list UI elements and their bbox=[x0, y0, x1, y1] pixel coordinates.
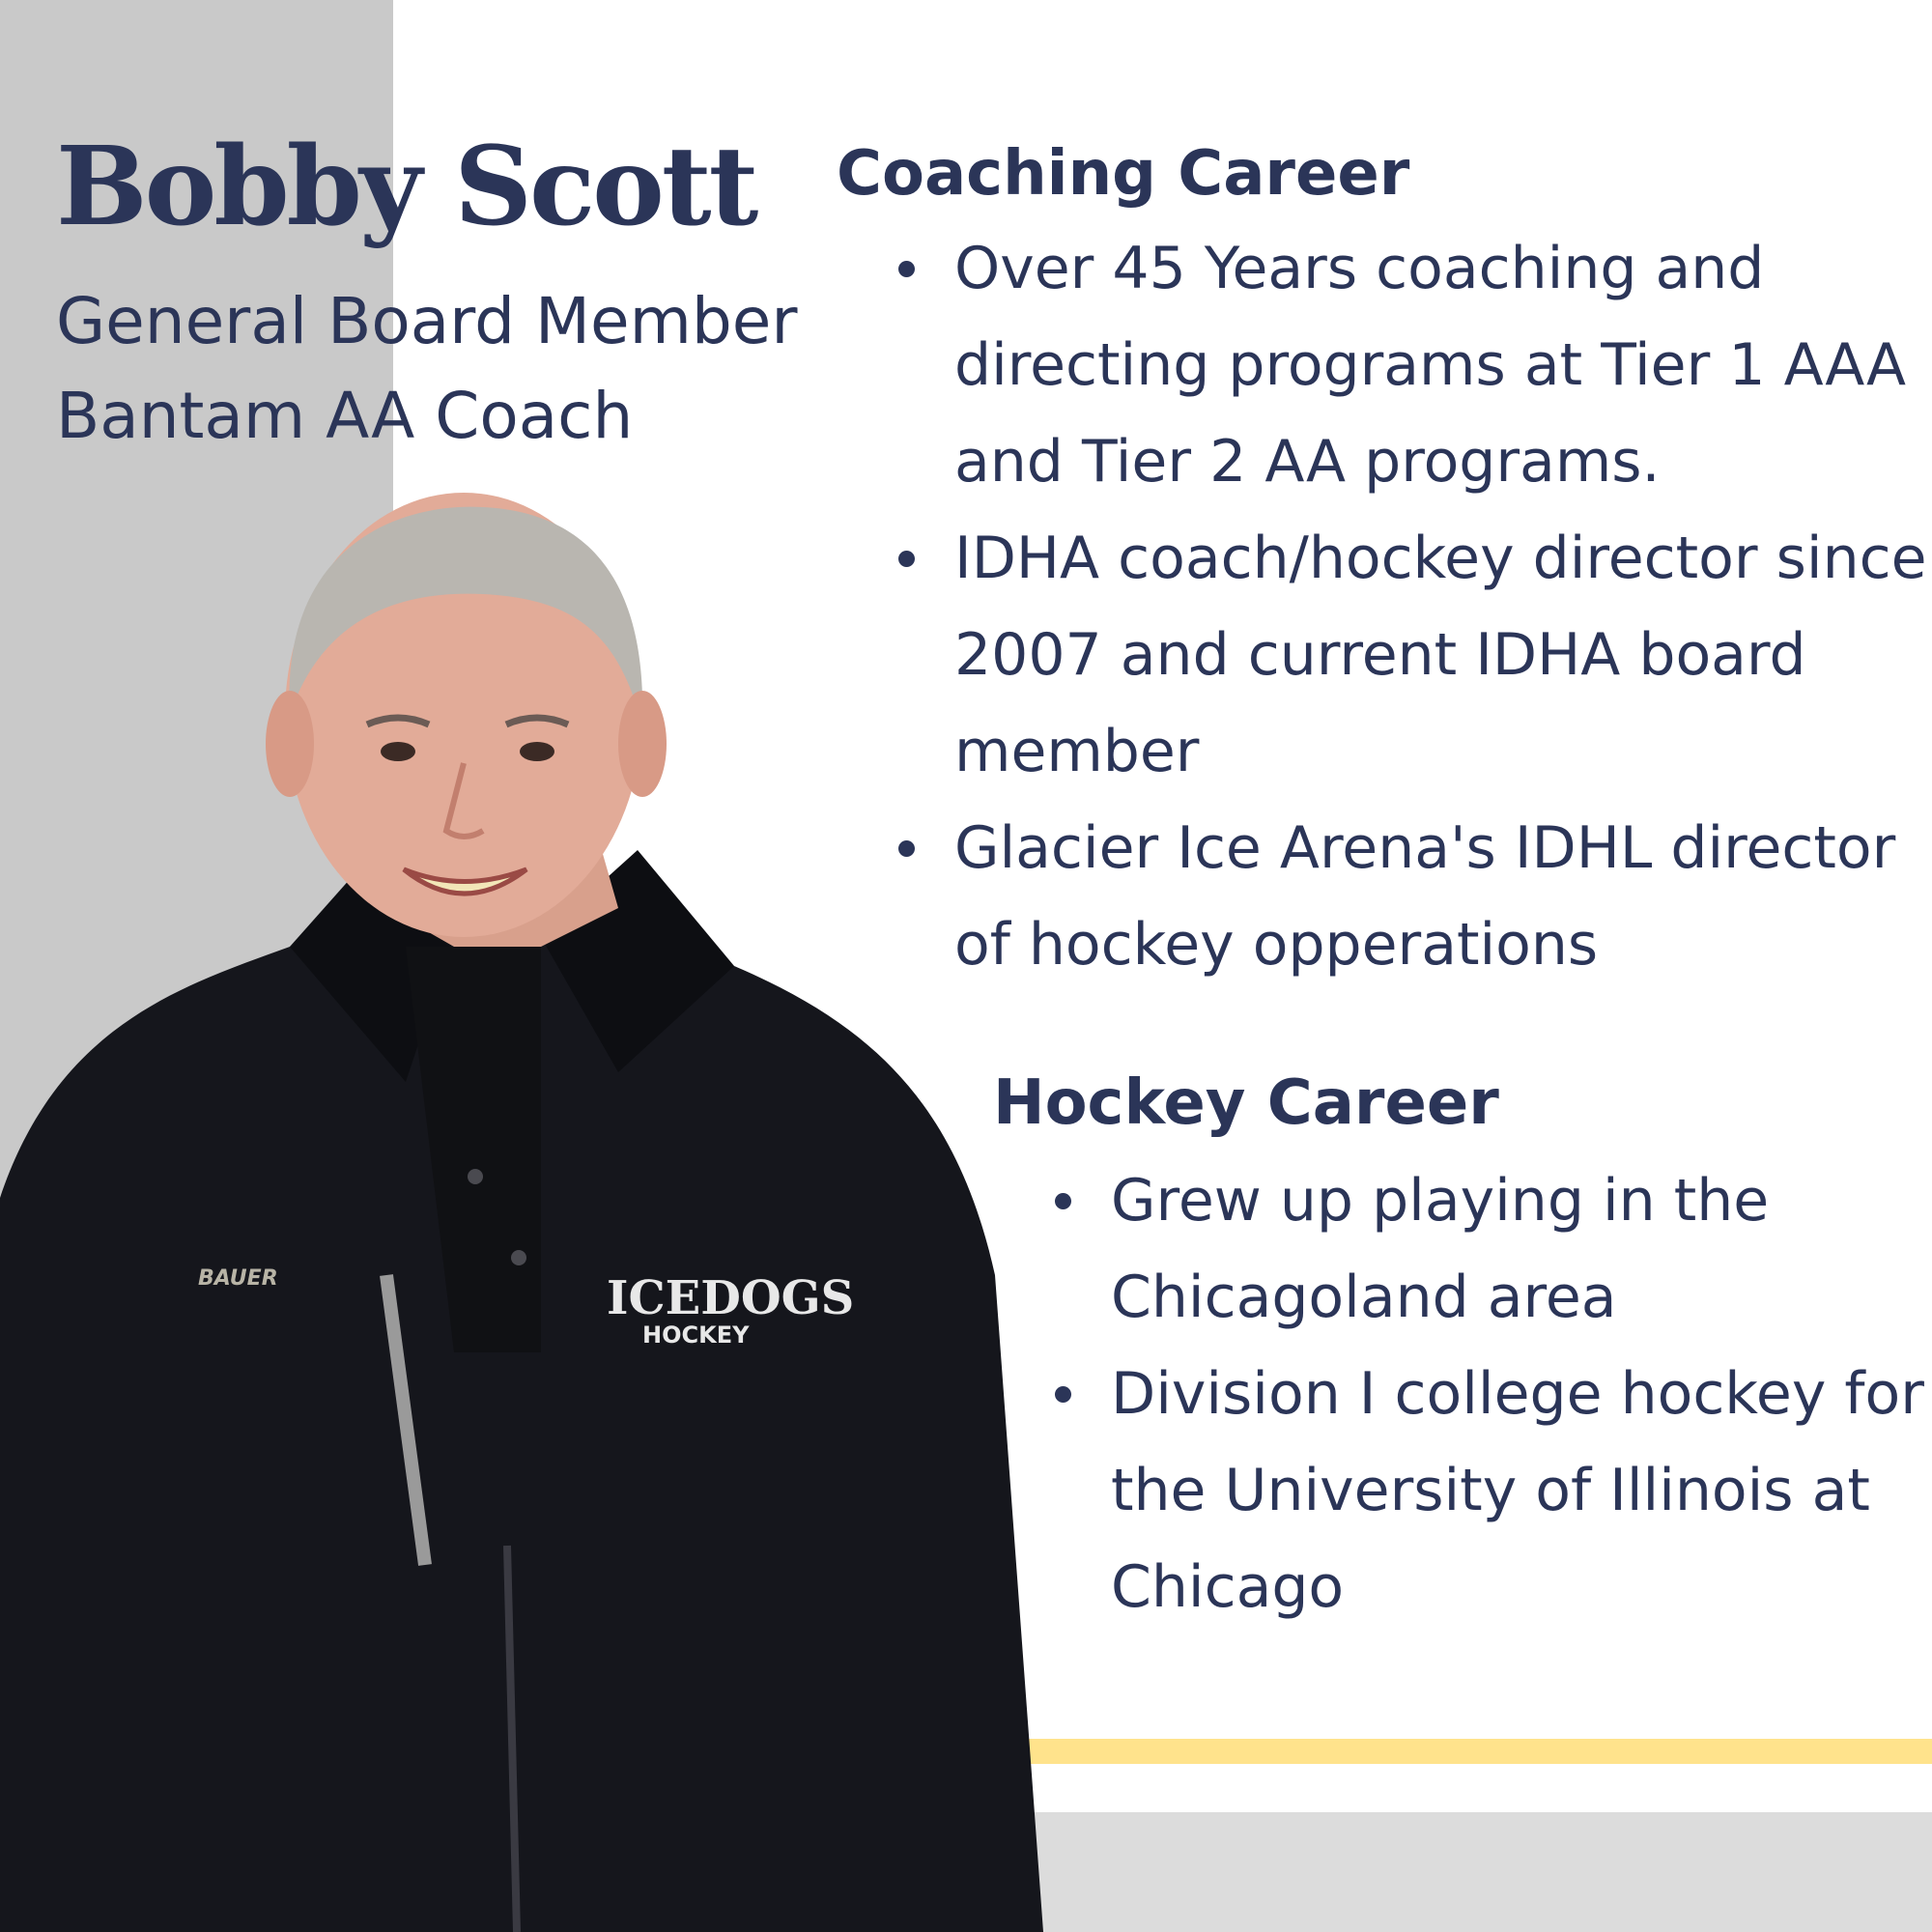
role-coach: Bantam AA Coach bbox=[56, 379, 634, 453]
jacket-logo-sub: HOCKEY bbox=[642, 1321, 750, 1349]
jacket-brand: BAUER bbox=[198, 1266, 278, 1291]
role-board-member: General Board Member bbox=[56, 284, 798, 358]
portrait-photo bbox=[0, 483, 1043, 1932]
coaching-career-heading: Coaching Career bbox=[837, 138, 1410, 210]
coaching-career-list bbox=[954, 220, 1932, 993]
list-item: Over 45 Years coaching and directing programs at Tier 1 AAA and Tier 2 AA programs. bbox=[954, 220, 1932, 510]
list-item: Glacier Ice Arena's IDHL director of hockey opperations bbox=[954, 800, 1932, 993]
yellow-accent-stripe bbox=[1024, 1739, 1932, 1764]
list-item: Grew up playing in the Chicagoland area bbox=[1111, 1152, 1932, 1346]
list-item: IDHA coach/hockey director since 2007 and current IDHA board member bbox=[954, 510, 1932, 800]
hockey-career-heading: Hockey Career bbox=[993, 1067, 1499, 1139]
jacket-logo: ICEDOGS bbox=[607, 1271, 855, 1325]
hockey-career-list bbox=[1111, 1152, 1932, 1635]
list-item: Division I college hockey for the University of Illinois at Chicago bbox=[1111, 1346, 1932, 1635]
person-name: Bobby Scott bbox=[56, 124, 756, 250]
